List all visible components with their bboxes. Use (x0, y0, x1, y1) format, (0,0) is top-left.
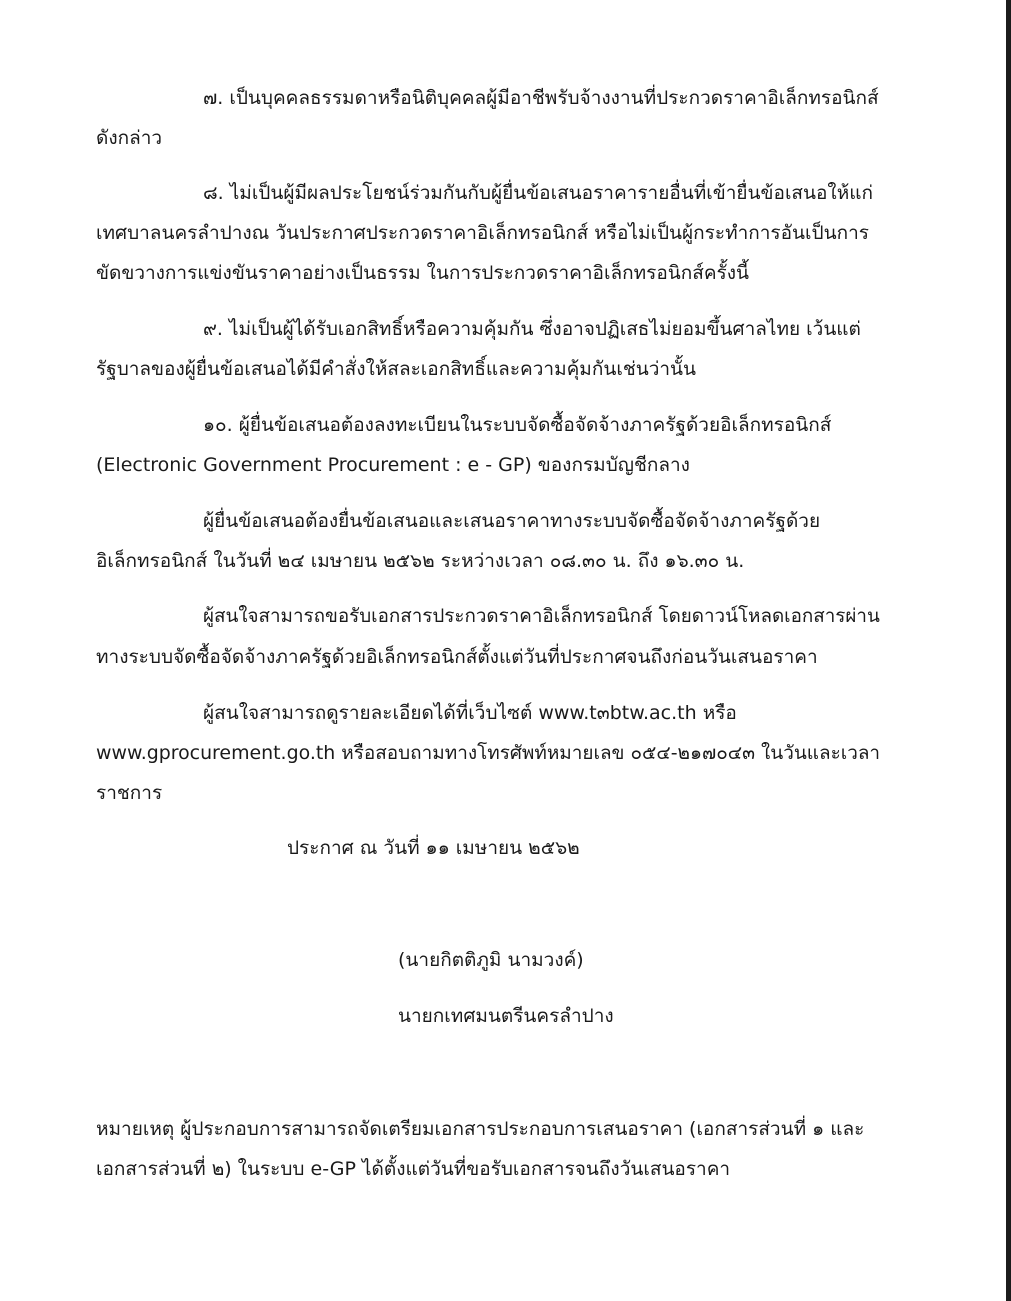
page-edge-border (1006, 0, 1011, 1301)
note-line-2: เอกสารส่วนที่ ๒) ในระบบ e-GP ได้ตั้งแต่วันที่ขอรับเอกสารจนถึงวันเสนอราคา (96, 1158, 731, 1180)
submission-line-1: ผู้ยื่นข้อเสนอต้องยื่นข้อเสนอและเสนอราคาทางระบบจัดซื้อจัดจ้างภาครัฐด้วย (203, 510, 821, 532)
announce-date: ประกาศ ณ วันที่ ๑๑ เมษายน ๒๕๖๒ (287, 837, 580, 859)
download-line-1: ผู้สนใจสามารถขอรับเอกสารประกวดราคาอิเล็กทรอนิกส์ โดยดาวน์โหลดเอกสารผ่าน (203, 606, 880, 627)
item-8-line-1: ๘. ไม่เป็นผู้มีผลประโยชน์ร่วมกันกับผู้ยื่นข้อเสนอราคารายอื่นที่เข้ายื่นข้อเสนอให้แก่ (203, 182, 873, 204)
contact-line-2: www.gprocurement.go.th หรือสอบถามทางโทรศัพท์หมายเลข ๐๕๔-๒๑๗๐๔๓ ในวันและเวลา (96, 742, 881, 764)
item-7-line-2: ดังกล่าว (96, 127, 163, 149)
item-8-line-3: ขัดขวางการแข่งขันราคาอย่างเป็นธรรม ในการประกวดราคาอิเล็กทรอนิกส์ครั้งนี้ (96, 262, 749, 284)
download-line-2: ทางระบบจัดซื้อจัดจ้างภาครัฐด้วยอิเล็กทรอนิกส์ตั้งแต่วันที่ประกาศจนถึงก่อนวันเสนอราคา (96, 646, 818, 668)
item-9-line-2: รัฐบาลของผู้ยื่นข้อเสนอได้มีคำสั่งให้สละเอกสิทธิ์และความคุ้มกันเช่นว่านั้น (96, 358, 697, 380)
item-10-line-1: ๑๐. ผู้ยื่นข้อเสนอต้องลงทะเบียนในระบบจัดซื้อจัดจ้างภาครัฐด้วยอิเล็กทรอนิกส์ (203, 414, 832, 436)
item-8-line-2: เทศบาลนครลำปางณ วันประกาศประกวดราคาอิเล็กทรอนิกส์ หรือไม่เป็นผู้กระทำการอันเป็นการ (96, 222, 869, 244)
item-7-line-1: ๗. เป็นบุคคลธรรมดาหรือนิติบุคคลผู้มีอาชีพรับจ้างงานที่ประกวดราคาอิเล็กทรอนิกส์ (203, 87, 879, 109)
contact-line-3: ราชการ (96, 782, 163, 804)
item-9-line-1: ๙. ไม่เป็นผู้ได้รับเอกสิทธิ์หรือความคุ้มกัน ซึ่งอาจปฏิเสธไม่ยอมขึ้นศาลไทย เว้นแต่ (203, 318, 861, 340)
contact-line-1: ผู้สนใจสามารถดูรายละเอียดได้ที่เว็บไซต์ www.t๓btw.ac.th หรือ (203, 702, 737, 724)
signatory-title: นายกเทศมนตรีนครลำปาง (398, 1005, 614, 1027)
signatory-name: (นายกิตติภูมิ นามวงค์) (398, 949, 584, 971)
item-10-line-2: (Electronic Government Procurement : e - GP) ของกรมบัญชีกลาง (96, 454, 690, 476)
submission-line-2: อิเล็กทรอนิกส์ ในวันที่ ๒๔ เมษายน ๒๕๖๒ ระหว่างเวลา ๐๘.๓๐ น. ถึง ๑๖.๓๐ น. (96, 550, 745, 572)
note-line-1: หมายเหตุ ผู้ประกอบการสามารถจัดเตรียมเอกสารประกอบการเสนอราคา (เอกสารส่วนที่ ๑ และ (96, 1118, 865, 1140)
